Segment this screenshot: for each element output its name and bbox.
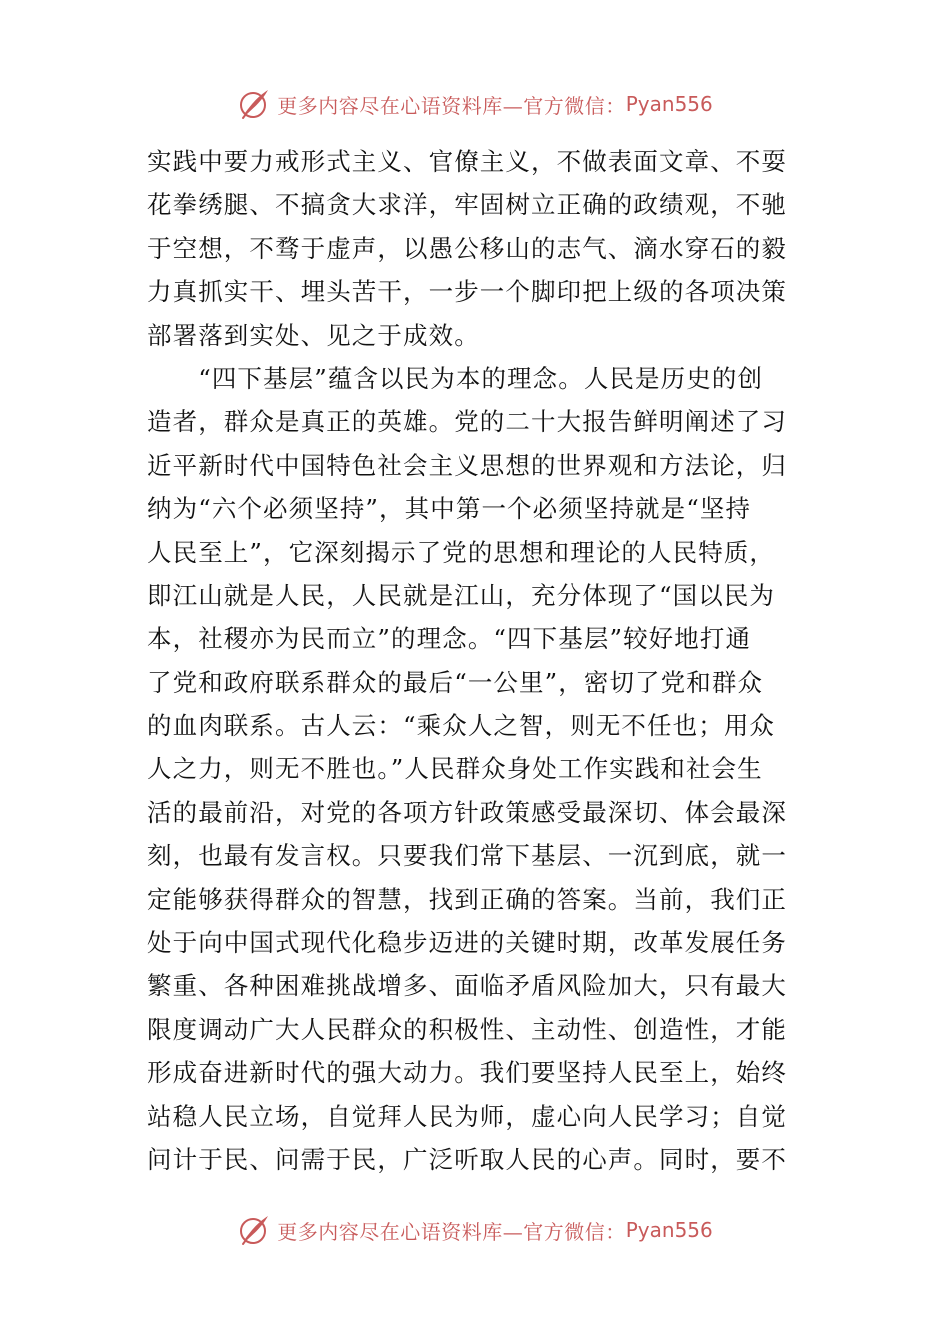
text-line: 部署落到实处、见之于成效。 [147, 320, 480, 350]
text-line: 实践中要力戒形式主义、官僚主义，不做表面文章、不耍 [147, 147, 787, 176]
text-line: 定能够获得群众的智慧，找到正确的答案。当前，我们正 [147, 884, 787, 914]
text-line: 人民至上”，它深刻揭示了党的思想和理论的人民特质， [147, 537, 776, 567]
document-body [147, 140, 807, 1181]
text-line: 限度调动广大人民群众的积极性、主动性、创造性，才能 [147, 1014, 787, 1044]
text-line: 处于向中国式现代化稳步迈进的关键时期，改革发展任务 [147, 928, 787, 958]
text-line: 造者，群众是真正的英雄。党的二十大报告鲜明阐述了习 [147, 407, 787, 437]
text-line: 于空想，不骛于虚声，以愚公移山的志气、滴水穿石的毅 [147, 233, 787, 263]
text-line: 力真抓实干、埋头苦干，一步一个脚印把上级的各项决策 [147, 277, 787, 307]
header-banner [0, 84, 950, 124]
text-line: 人之力，则无不胜也。”人民群众身处工作实践和社会生 [147, 754, 763, 784]
footer-banner-wechat-id: Pyan556 [625, 1218, 713, 1242]
text-line: 本，社稷亦为民而立”的理念。“四下基层”较好地打通 [147, 624, 752, 654]
text-line: 刻，也最有发言权。只要我们常下基层、一沉到底，就一 [147, 841, 787, 871]
text-line: 繁重、各种困难挑战增多、面临矛盾风险加大，只有最大 [147, 971, 787, 1001]
text-line: 形成奋进新时代的强大动力。我们要坚持人民至上，始终 [147, 1058, 787, 1088]
quill-pen-circle-icon [237, 1213, 271, 1247]
text-line: 的血肉联系。古人云：“乘众人之智，则无不任也；用众 [147, 711, 776, 741]
text-line: 即江山就是人民，人民就是江山，充分体现了“国以民为 [147, 580, 776, 610]
footer-banner [0, 1210, 950, 1250]
header-banner-wechat-id: Pyan556 [625, 92, 713, 116]
footer-banner-text: 更多内容尽在心语资料库—官方微信： [277, 1219, 626, 1244]
text-line: “四下基层”蕴含以民为本的理念。人民是历史的创 [147, 363, 764, 393]
text-line: 问计于民、问需于民，广泛听取人民的心声。同时，要不 [147, 1144, 787, 1174]
text-line: 纳为“六个必须坚持”，其中第一个必须坚持就是“坚持 [147, 494, 752, 524]
text-line: 站稳人民立场，自觉拜人民为师，虚心向人民学习；自觉 [147, 1101, 787, 1131]
text-line: 花拳绣腿、不搞贪大求洋，牢固树立正确的政绩观，不驰 [147, 190, 787, 220]
text-line: 了党和政府联系群众的最后“一公里”，密切了党和群众 [147, 667, 764, 697]
header-banner-text: 更多内容尽在心语资料库—官方微信： [277, 93, 626, 118]
quill-pen-circle-icon [237, 87, 271, 121]
text-line: 近平新时代中国特色社会主义思想的世界观和方法论，归 [147, 450, 787, 480]
text-line: 活的最前沿，对党的各项方针政策感受最深切、体会最深 [147, 797, 787, 827]
